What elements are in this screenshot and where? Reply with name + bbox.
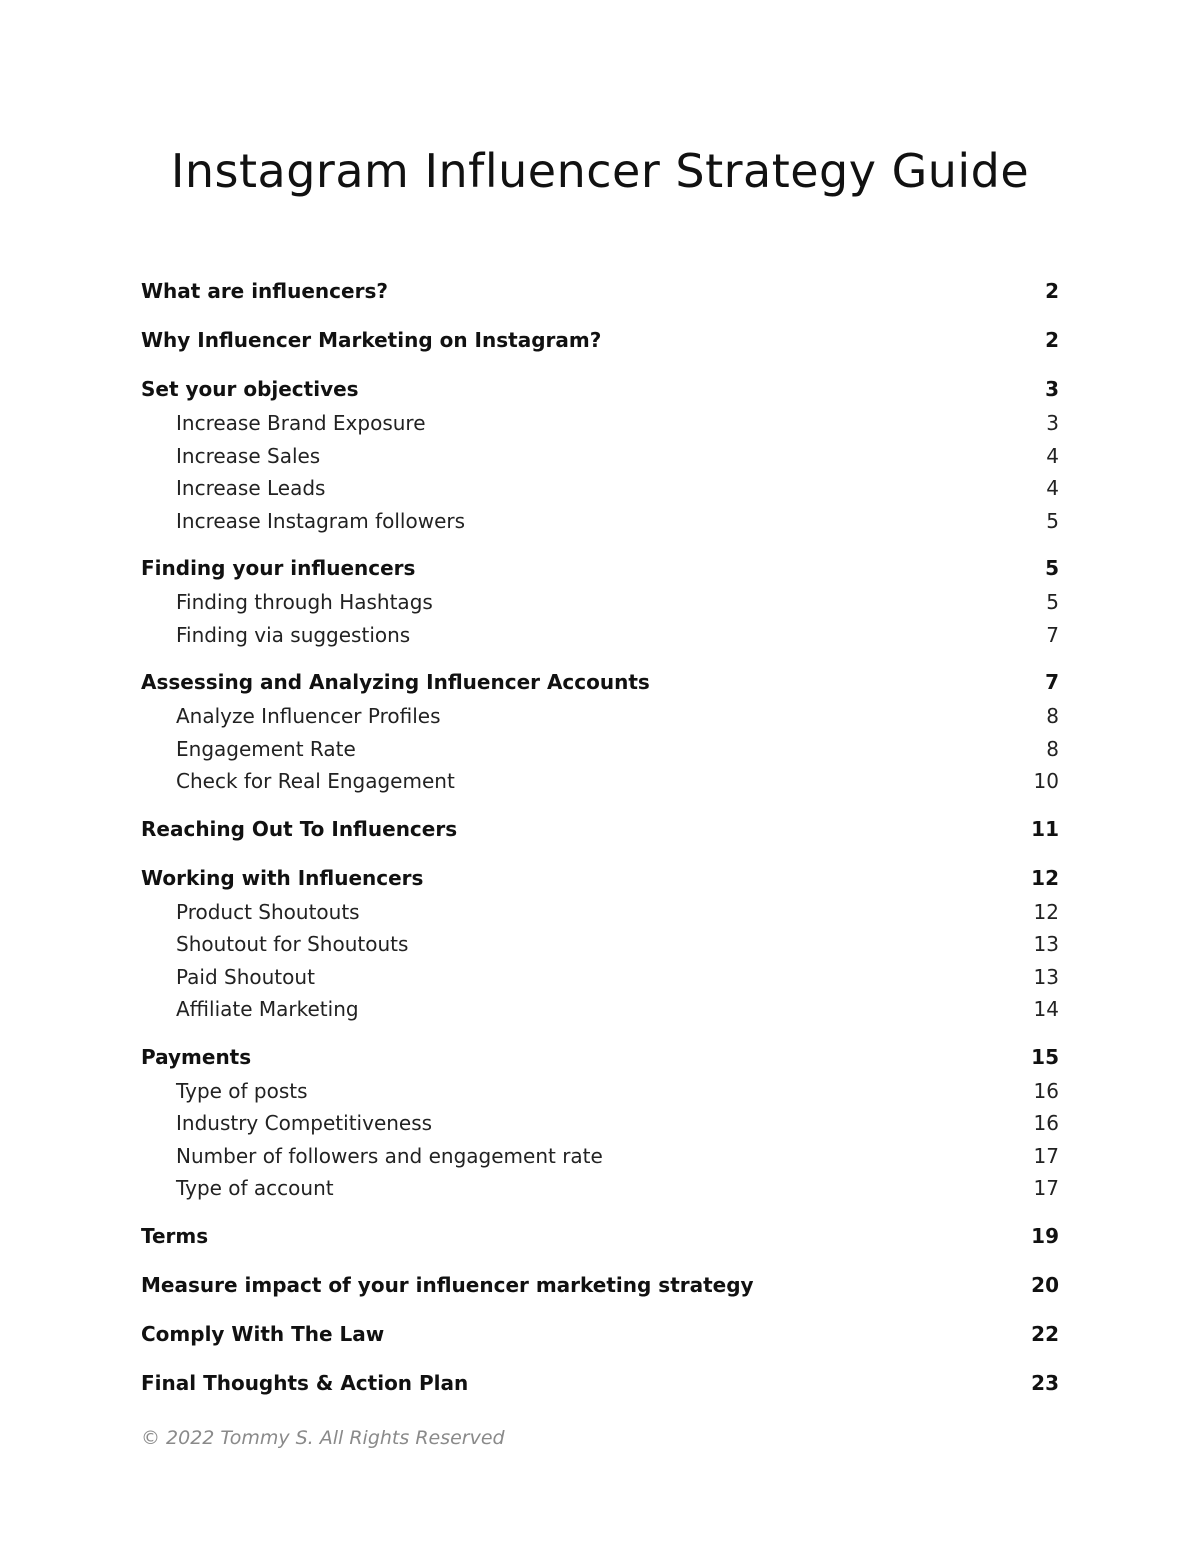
toc-entry-title: Working with Influencers	[141, 865, 424, 890]
toc-subentry-title: Increase Brand Exposure	[176, 411, 426, 435]
toc-section	[141, 322, 1059, 358]
toc-subentry-page: 8	[1046, 736, 1059, 761]
toc-subentry[interactable]	[141, 1075, 1059, 1108]
toc-subentry[interactable]	[141, 700, 1059, 733]
toc-subentry-title: Engagement Rate	[176, 736, 356, 761]
toc-section	[141, 811, 1059, 847]
toc-subentry-title: Industry Competitiveness	[176, 1111, 433, 1135]
toc-entry-title: Reaching Out To Influencers	[141, 816, 458, 841]
toc-subentry-page: 5	[1046, 508, 1059, 533]
toc-subentry[interactable]	[141, 472, 1059, 505]
toc-subentry[interactable]	[141, 961, 1059, 994]
toc-entry[interactable]	[141, 550, 1059, 586]
toc-entry[interactable]	[141, 1267, 1059, 1303]
toc-subentry-page: 3	[1046, 411, 1059, 435]
toc-entry-title: Assessing and Analyzing Influencer Accounts	[141, 670, 650, 694]
toc-subentry[interactable]	[141, 440, 1059, 473]
document-title: Instagram Influencer Strategy Guide	[170, 144, 1030, 198]
toc-entry[interactable]	[141, 273, 1059, 309]
toc-subentry-page: 17	[1033, 1176, 1059, 1200]
toc-entry-title: Measure impact of your influencer marketing strategy	[141, 1272, 754, 1297]
toc-subentry-title: Increase Leads	[176, 476, 326, 500]
toc-entry[interactable]	[141, 371, 1059, 407]
toc-subentry-title: Finding via suggestions	[176, 622, 411, 647]
toc-subentry[interactable]	[141, 928, 1059, 961]
toc-section	[141, 1039, 1059, 1205]
table-of-contents	[141, 273, 1059, 1414]
toc-subentry-page: 16	[1033, 1111, 1059, 1135]
toc-entry-title: Why Influencer Marketing on Instagram?	[141, 328, 602, 352]
toc-entry[interactable]	[141, 811, 1059, 847]
toc-entry[interactable]	[141, 860, 1059, 896]
toc-subentry-title: Shoutout for Shoutouts	[176, 932, 409, 956]
toc-entry-page: 23	[1031, 1370, 1059, 1395]
toc-subentry[interactable]	[141, 765, 1059, 798]
toc-entry-title: Payments	[141, 1044, 252, 1069]
toc-entry-page: 20	[1031, 1272, 1059, 1297]
toc-entry[interactable]	[141, 1039, 1059, 1075]
toc-subentry-page: 16	[1033, 1078, 1059, 1103]
toc-subentry-page: 17	[1033, 1143, 1059, 1168]
toc-subentry-title: Type of posts	[176, 1078, 308, 1103]
toc-section	[141, 1267, 1059, 1303]
toc-entry[interactable]	[141, 1365, 1059, 1401]
toc-subentry-page: 5	[1046, 590, 1059, 614]
toc-section	[141, 550, 1059, 651]
toc-section	[141, 664, 1059, 798]
toc-subentry[interactable]	[141, 1172, 1059, 1205]
toc-subentry-title: Check for Real Engagement	[176, 769, 455, 793]
toc-entry-page: 19	[1031, 1223, 1059, 1248]
toc-section	[141, 1316, 1059, 1352]
toc-subentry-title: Product Shoutouts	[176, 899, 360, 924]
toc-entry-page: 22	[1031, 1321, 1059, 1346]
toc-subentry-page: 8	[1046, 704, 1059, 728]
toc-subentry-title: Analyze Influencer Profiles	[176, 704, 441, 728]
toc-subentry-title: Number of followers and engagement rate	[176, 1143, 603, 1168]
copyright-footer: © 2022 Tommy S. All Rights Reserved	[141, 1427, 505, 1449]
toc-subentry-page: 12	[1033, 899, 1059, 924]
toc-entry-title: What are influencers?	[141, 279, 388, 303]
toc-subentry-title: Increase Sales	[176, 443, 321, 468]
toc-subentry[interactable]	[141, 896, 1059, 929]
toc-entry-page: 3	[1045, 377, 1059, 401]
toc-subentry-title: Paid Shoutout	[176, 964, 315, 989]
toc-subentry[interactable]	[141, 1107, 1059, 1140]
toc-subentry[interactable]	[141, 619, 1059, 652]
toc-subentry[interactable]	[141, 407, 1059, 440]
toc-entry[interactable]	[141, 1316, 1059, 1352]
toc-entry-page: 11	[1031, 816, 1059, 841]
toc-subentry[interactable]	[141, 1140, 1059, 1173]
toc-entry[interactable]	[141, 1218, 1059, 1254]
toc-subentry-title: Increase Instagram followers	[176, 508, 466, 533]
toc-subentry-page: 14	[1033, 997, 1059, 1021]
toc-subentry-page: 13	[1033, 964, 1059, 989]
toc-entry-title: Comply With The Law	[141, 1321, 385, 1346]
toc-entry-page: 2	[1045, 328, 1059, 352]
toc-entry-title: Final Thoughts & Action Plan	[141, 1370, 469, 1395]
toc-entry-page: 5	[1045, 556, 1059, 580]
toc-entry[interactable]	[141, 664, 1059, 700]
toc-section	[141, 273, 1059, 309]
toc-subentry-page: 7	[1046, 622, 1059, 647]
toc-subentry-title: Type of account	[176, 1176, 334, 1200]
toc-subentry[interactable]	[141, 586, 1059, 619]
toc-entry-title: Set your objectives	[141, 377, 359, 401]
toc-entry-page: 15	[1031, 1044, 1059, 1069]
toc-section	[141, 1365, 1059, 1401]
toc-subentry-page: 10	[1033, 769, 1059, 793]
toc-subentry-page: 13	[1033, 932, 1059, 956]
toc-subentry-page: 4	[1046, 443, 1059, 468]
toc-section	[141, 371, 1059, 537]
toc-section	[141, 860, 1059, 1026]
toc-subentry-title: Finding through Hashtags	[176, 590, 433, 614]
toc-entry-title: Terms	[141, 1223, 209, 1248]
toc-entry[interactable]	[141, 322, 1059, 358]
toc-entry-page: 7	[1045, 670, 1059, 694]
toc-entry-page: 2	[1045, 279, 1059, 303]
toc-subentry[interactable]	[141, 505, 1059, 538]
toc-subentry-page: 4	[1046, 476, 1059, 500]
toc-subentry[interactable]	[141, 993, 1059, 1026]
toc-section	[141, 1218, 1059, 1254]
toc-subentry[interactable]	[141, 733, 1059, 766]
toc-entry-page: 12	[1031, 865, 1059, 890]
toc-entry-title: Finding your influencers	[141, 556, 416, 580]
toc-subentry-title: Affiliate Marketing	[176, 997, 359, 1021]
